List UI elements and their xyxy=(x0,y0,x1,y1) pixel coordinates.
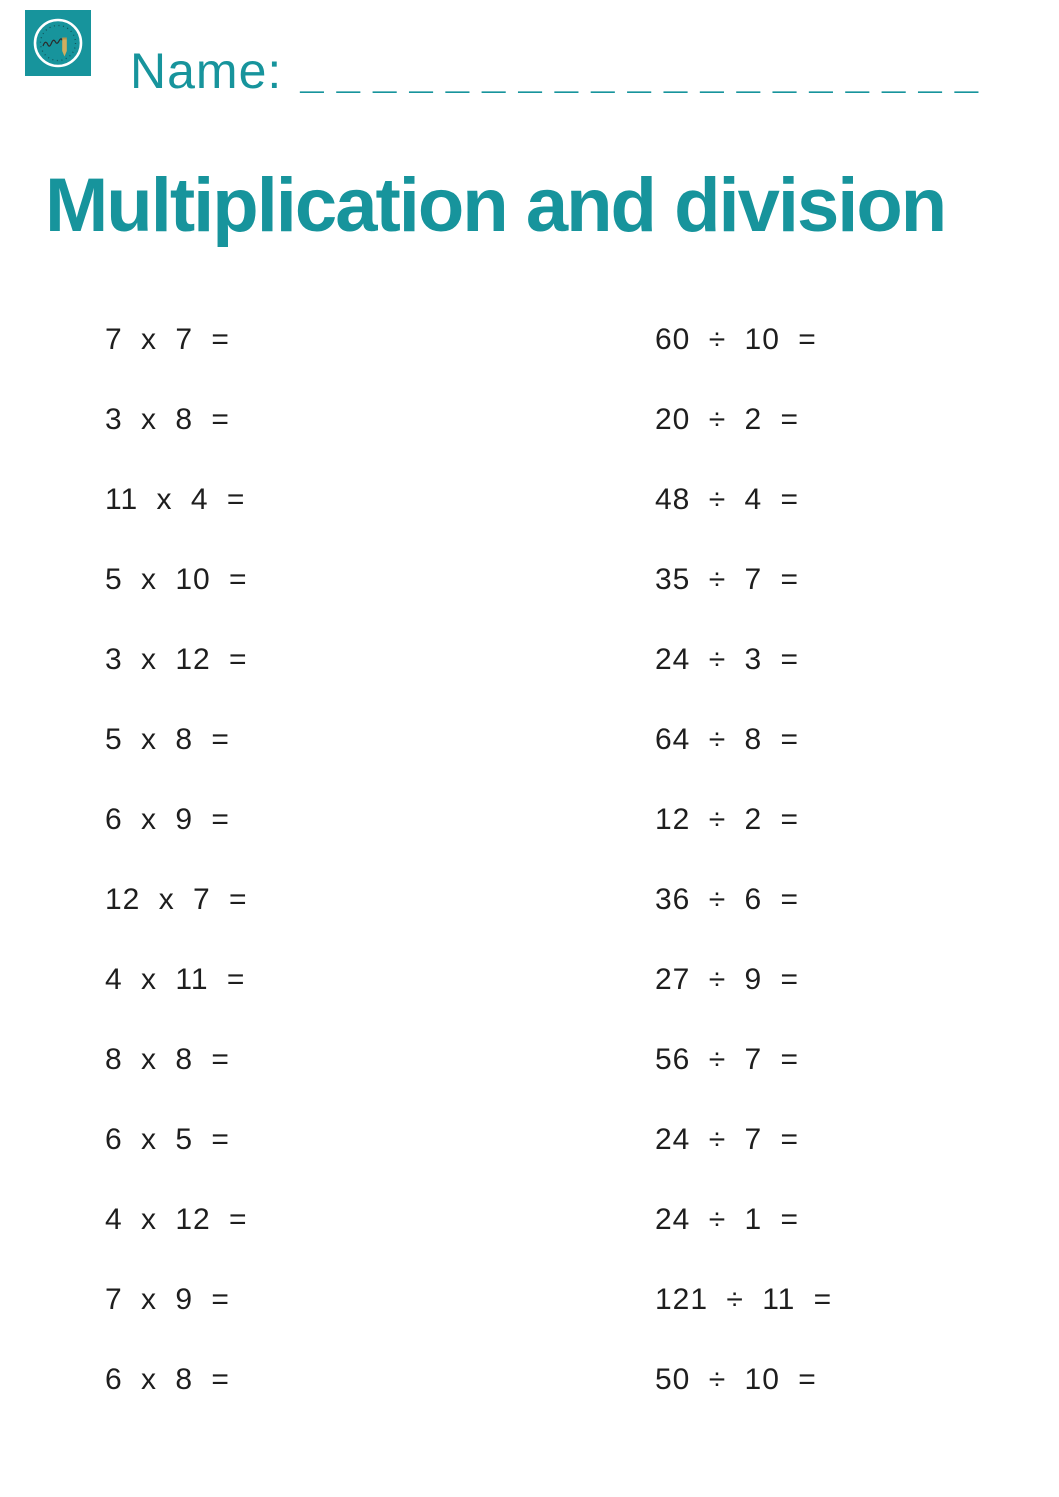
problem-row xyxy=(105,1100,985,1180)
problem-row xyxy=(105,1180,985,1260)
problem-multiplication: 8 x 8 = xyxy=(105,1043,230,1076)
problem-row xyxy=(105,1020,985,1100)
name-label: Name: xyxy=(130,43,283,99)
problem-division: 60 ÷ 10 = xyxy=(655,323,817,356)
problem-row xyxy=(105,300,985,380)
problem-division: 56 ÷ 7 = xyxy=(655,1043,800,1076)
problem-multiplication: 12 x 7 = xyxy=(105,883,248,916)
problem-division: 12 ÷ 2 = xyxy=(655,803,800,836)
problem-multiplication: 3 x 12 = xyxy=(105,643,248,676)
problem-multiplication: 6 x 8 = xyxy=(105,1363,230,1396)
worksheet-title: Multiplication and division xyxy=(45,163,946,248)
brand-logo xyxy=(25,10,91,76)
problem-row xyxy=(105,940,985,1020)
problem-multiplication: 4 x 12 = xyxy=(105,1203,248,1236)
problem-row xyxy=(105,1340,985,1420)
problem-division: 24 ÷ 7 = xyxy=(655,1123,800,1156)
problem-division: 50 ÷ 10 = xyxy=(655,1363,817,1396)
name-blank-line: ___________________ xyxy=(300,50,992,97)
problem-division: 64 ÷ 8 = xyxy=(655,723,800,756)
problem-multiplication: 11 x 4 = xyxy=(105,483,246,516)
problem-division: 27 ÷ 9 = xyxy=(655,963,800,996)
problem-division: 24 ÷ 3 = xyxy=(655,643,800,676)
problem-row xyxy=(105,700,985,780)
problem-division: 20 ÷ 2 = xyxy=(655,403,800,436)
problem-row xyxy=(105,620,985,700)
problem-multiplication: 7 x 7 = xyxy=(105,323,230,356)
problem-multiplication: 5 x 8 = xyxy=(105,723,230,756)
problem-division: 24 ÷ 1 = xyxy=(655,1203,800,1236)
problem-multiplication: 6 x 9 = xyxy=(105,803,230,836)
problem-division: 48 ÷ 4 = xyxy=(655,483,800,516)
problem-multiplication: 6 x 5 = xyxy=(105,1123,230,1156)
problem-row xyxy=(105,780,985,860)
pencil-circle-badge-icon xyxy=(25,10,91,76)
problem-multiplication: 3 x 8 = xyxy=(105,403,230,436)
problem-row xyxy=(105,460,985,540)
problems-grid xyxy=(105,300,985,1420)
problem-multiplication: 5 x 10 = xyxy=(105,563,248,596)
problem-row xyxy=(105,540,985,620)
problem-multiplication: 7 x 9 = xyxy=(105,1283,230,1316)
problem-division: 35 ÷ 7 = xyxy=(655,563,800,596)
problem-multiplication: 4 x 11 = xyxy=(105,963,246,996)
problem-row xyxy=(105,380,985,460)
problem-row xyxy=(105,860,985,940)
name-row xyxy=(130,42,991,100)
problem-division: 36 ÷ 6 = xyxy=(655,883,800,916)
problem-row xyxy=(105,1260,985,1340)
problem-division: 121 ÷ 11 = xyxy=(655,1283,833,1316)
